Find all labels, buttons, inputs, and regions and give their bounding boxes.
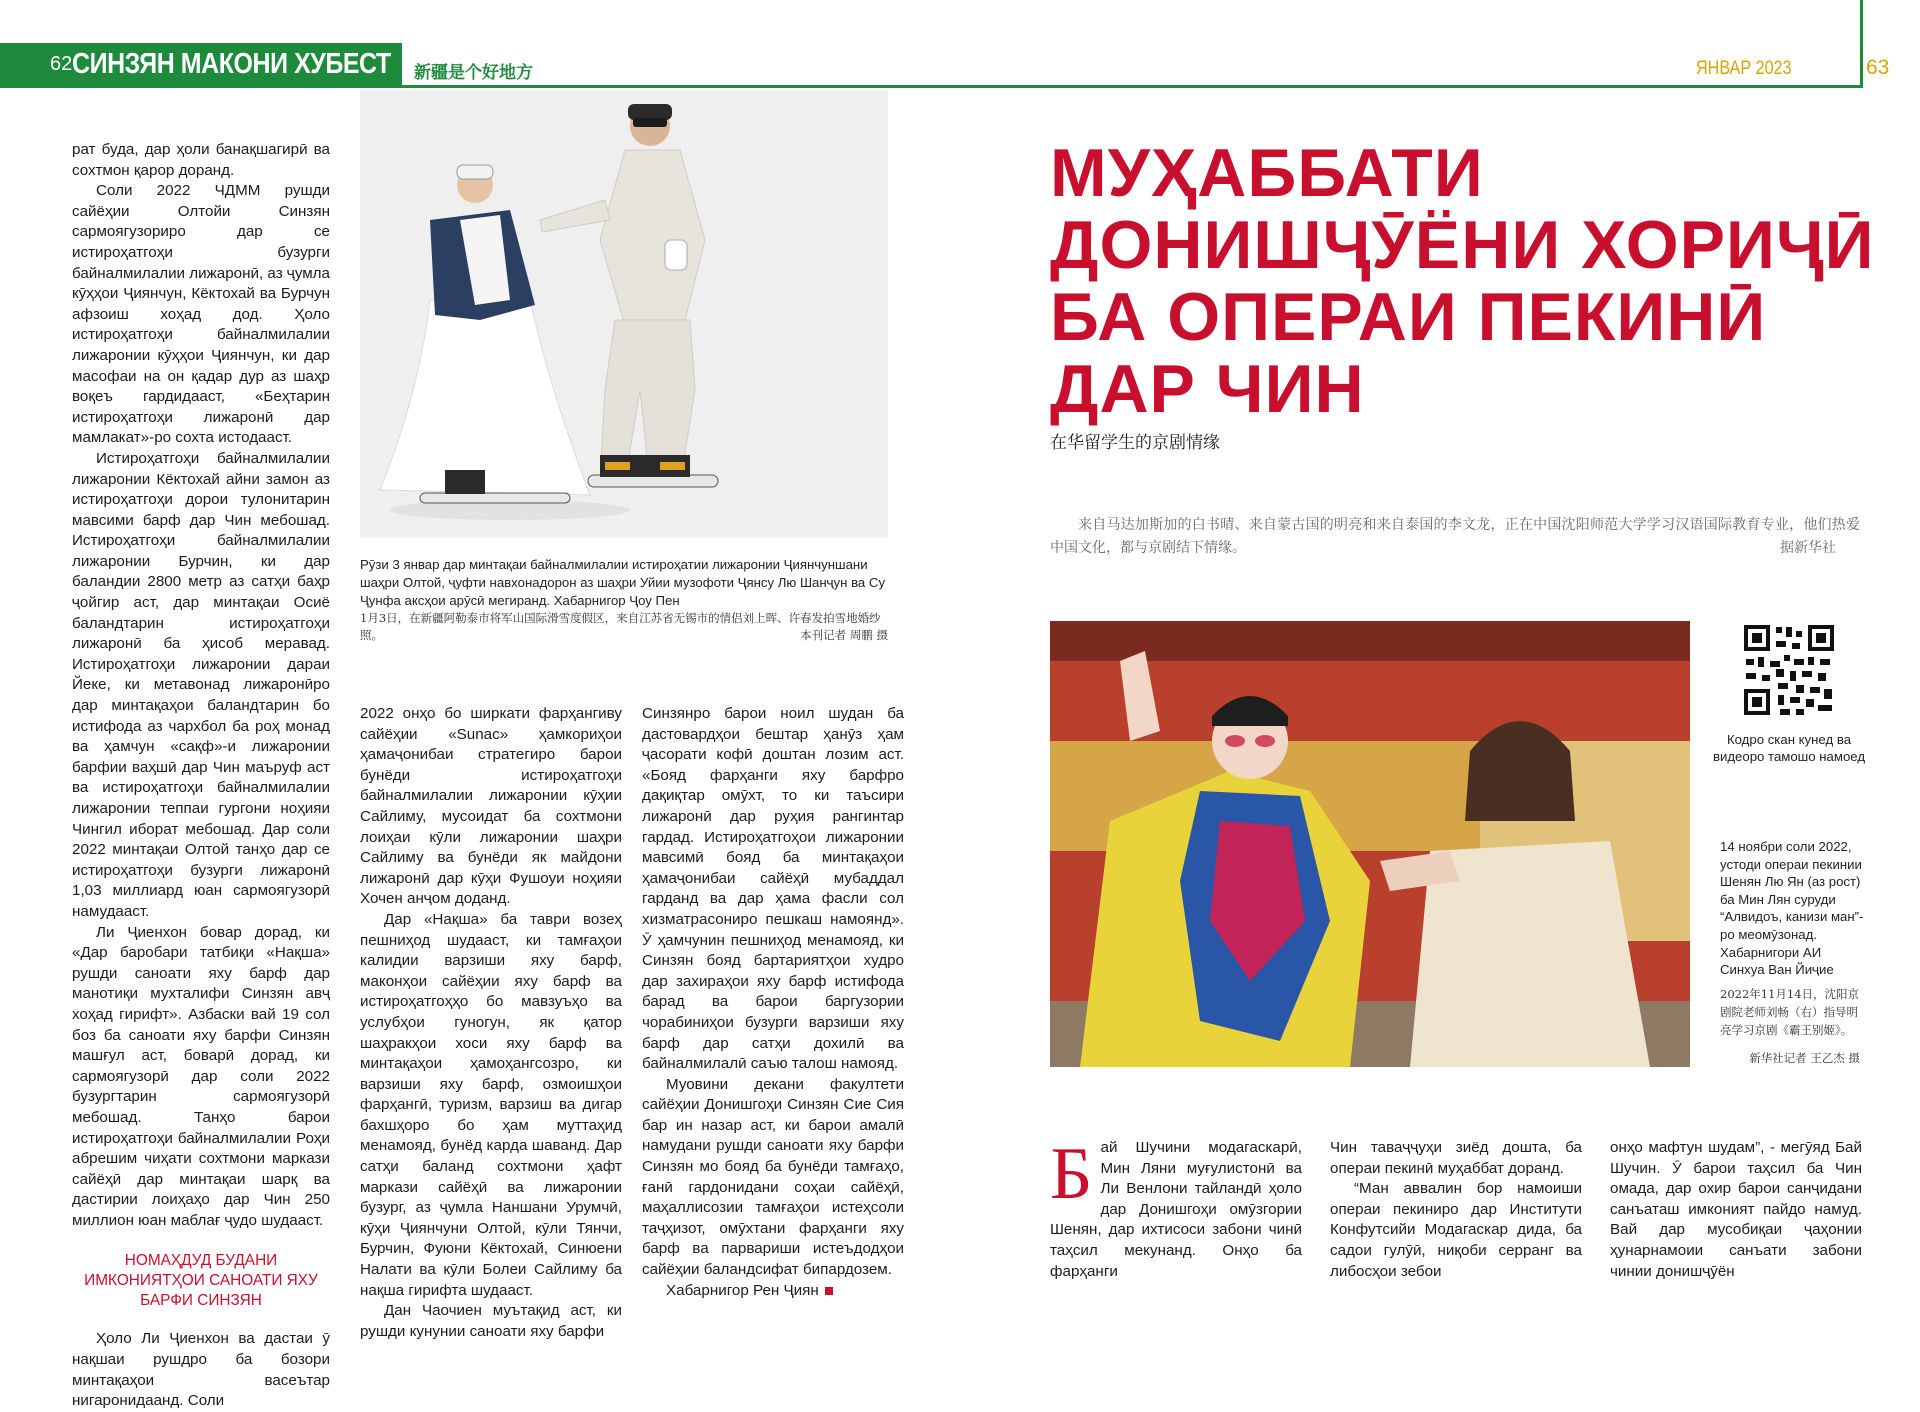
left-article-column-2: [360, 704, 622, 1342]
photo-caption: 14 ноябри соли 2022, устоди операи пекинии Шенян Лю Ян (аз рост) ба Мин Лян суруди “Алвидоъ, канизи ман”-ро меомӯзонад. Хабарнигори АИ Синхуа Ван Йиҷие: [1720, 839, 1864, 978]
photo-caption: Рӯзи 3 январ дар минтақаи байналмилалии истироҳатии лижаронии Ҷиянчуншани шаҳри Олтой, ҷуфти навхонадорон аз шаҳри Уйии музофоти Ҷянсу Лю Шанҷун ва Су Ҷунфа аксҳои арӯсӣ мегиранд. Хабарнигор Ҷоу Пен: [360, 557, 886, 608]
left-page-number: 62: [50, 53, 73, 75]
paragraph: Дар «Нақша» ба таври возеҳ пешниҳод шудааст, ки тамғаҳои калидии варзиши яху барф, маконҳои сайёҳии яху барф ва истироҳатгоҳҳо бо мавзуъҳо ва услубҳои гуногун, як қатор шаҳракҳои хоси яху барф ва минтақаҳои ҳамоҳангсозро, ки варзиши яху барф, озмоишҳои фарҳангӣ, туризм, варзиш ва дигар бахшҳоро бо ҳам муттаҳид менамояд, бунёд карда шаванд. Дар сатҳи баланд сохтмони ҳафт маркази сайёҳӣ ва лижаронии бузург, аз ҷумла Наншани Урумчӣ, кӯҳи Ҷиянчуни Олтой, кӯли Тянчи, Бурчин, Фуюни Кёктохай, Синюени Налати ва кӯли Болеи Сайлиму ба нақша гирифта шудааст.: [360, 910, 622, 1299]
title-line: ДОНИШҶӮЁНИ ХОРИҶӢ: [1050, 207, 1875, 283]
paragraph: Синзянро барои ноил шудан ба дастовардҳои бештар ҳанӯз ҳам ҷасорати кофӣ доштан лозим аст. «Бояд фарҳанги яху барфро дақиқтар омӯхт, то ки таъсири лижаронӣ дар руҳия рангинтар гардад. Истироҳатгоҳои лижаронии мавсимӣ бояд ба минтақаҳои ҳамаҷонибаи сайёҳӣ мубаддал гарданд ва дар ҳама фасли сол хизматрасониро пешкаш намоянд». Ӯ ҳамчунин пешниҳод менамояд, ки Синзян бояд бартариятҳои худро дар захираҳои яху барф истифода барад ва барои баргузории чорабиниҳои бузурги варзиши яху барф дар сатҳи дохилӣ ва байналмилалӣ саъю талош намояд.: [642, 705, 904, 1073]
section-title: СИНЗЯН МАКОНИ ХУБЕСТ: [72, 48, 392, 80]
left-article-column-3: [642, 704, 904, 1301]
right-article-column-2: [1330, 1138, 1582, 1282]
byline-paragraph: [642, 1281, 904, 1302]
right-page-number: 63: [1866, 56, 1890, 79]
paragraph: рат буда, дар ҳоли банақшагирӣ ва сохтмон қарор доранд.: [72, 141, 330, 179]
drop-cap: Б: [1050, 1133, 1093, 1215]
byline: Хабарнигор Рен Ҷиян: [666, 1281, 819, 1299]
article-subheading: НОМАҲДУД БУДАНИ ИМКОНИЯТҲОИ САНОАТИ ЯХУ БАРФИ СИНЗЯН: [84, 1252, 318, 1310]
paragraph: Чин таваҷҷуҳи зиёд дошта, ба операи пекинӣ муҳаббат доранд.: [1330, 1139, 1582, 1177]
issue-date: ЯНВАР 2023: [1696, 58, 1792, 79]
right-article-column-3: [1610, 1138, 1862, 1282]
paragraph: онҳо мафтун шудам”, - мегӯяд Бай Шучин. Ӯ барои таҳсил ба Чин омада, дар охир барои санҷидани санъаташ имконият пайдо намуд. Вай дар мусобиқаи ҷаҳонии ҳунарнамоии санъати забони чинии донишҷӯён: [1610, 1139, 1862, 1280]
article-intro-source: 据新华社: [1780, 540, 1836, 556]
right-article-column-1: [1050, 1133, 1302, 1282]
header-rule: [0, 85, 1862, 88]
article-end-mark: [825, 1287, 833, 1295]
peking-opera-photo: [1050, 621, 1690, 1067]
paragraph: 2022 онҳо бо ширкати фарҳангиву сайёҳии «Sunac» ҳамкориҳои ҳамаҷонибаи стратегиро барои бунёди истироҳатгоҳи байналмилалии лижаронии кӯҳии Сайлиму, мусоидат ба сохтмони лоиҳаи кӯли лижаронии шаҳри Сайлиму ва бунёди як майдони лижаронӣ дар кӯҳи Фушоуи ноҳияи Хочен анҷом доданд.: [360, 705, 622, 908]
article-intro-cn: 来自马达加斯加的白书晴、来自蒙古国的明亮和来自泰国的李文龙，正在中国沈阳师范大学学习汉语国际教育专业，他们热爱中国文化，都与京剧结下情缘。: [1050, 517, 1860, 556]
photo-credit-cn: 新华社记者 王乙杰 摄: [1749, 1051, 1860, 1065]
paragraph: [1050, 1133, 1302, 1282]
photo-caption-cn-text: 1月3日，在新疆阿勒泰市将军山国际滑雪度假区，来自江苏省无锡市的情侣刘上晖、许春发拍雪地婚纱照。: [360, 611, 881, 642]
section-title-cn: 新疆是个好地方: [414, 63, 533, 83]
article-title: [1050, 135, 1875, 427]
header-vertical-rule: [1860, 0, 1863, 88]
paragraph: “Ман аввалин бор намоиши операи пекиниро дар Институти Конфутсийи Модагаскар дида, ба садои гулӯӣ, ниқоби серранг ва либосҳои зебои: [1330, 1180, 1582, 1280]
paragraph: Муовини декани факултети сайёҳии Донишгоҳи Синзян Сие Сия бар ин назар аст, ки барои амалӣ намудани рушди саноати яху барфи Синзян мо бояд ба бунёди тамғаҳо, ғанӣ гардонидани соҳаи сайёҳӣ, маҳаллисозии тамғаҳои истеҳсоли таҷҳизот, омӯхтани фарҳанги яху барф ва парвариши истеъдодҳои сайёҳии баландсифат бипардозем.: [642, 1075, 904, 1279]
title-line: МУҲАББАТИ: [1050, 135, 1484, 211]
photo-caption-cn: [360, 610, 888, 644]
article-subtitle-cn: 在华留学生的京剧情缘: [1050, 433, 1220, 453]
section-header-bar: [0, 43, 402, 86]
qr-code-caption: Кодро скан кунед ва видеоро тамошо намоед: [1712, 732, 1866, 764]
paragraph: Истироҳатгоҳи байналмилалии лижаронии Кёктохай айни замон аз истироҳатгоҳи дорои тулонитарин мавсими барф дар Чин мебошад. Истироҳатгоҳи байналмилалии лижаронии Бурчин, ки дар баландии 2800 метр аз сатҳи баҳр ҷойгир аст, дар минтақаи Осиё баландтарин истироҳатгоҳи лижаронӣ ба ҳисоб меравад. Истироҳатгоҳи лижаронии дараи Йеке, ки метавонад лижаронӣро дар минтақаҳои баландтарин бо истифода аз чархбол ба роҳ монад ва ҳамчун «сақф»-и лижаронии барфии ваҳшӣ дар Чин маъруф аст ва истироҳатгоҳи байналмилалии лижаронии теппаи гургони ноҳияи Чингил иборат мебошад. Дар соли 2022 минтақаи Олтой танҳо дар се истироҳатгоҳи бузурги лижаронӣ 1,03 миллиард юан сармоягузорӣ намудааст.: [72, 449, 330, 920]
paragraph: Ли Ҷиенхон бовар дорад, ки «Дар баробари татбиқи «Нақша» рушди саноати яху барф дар манотиқи мухталифи Синзян авҷ хоҳад гирифт». Азбаски вай 19 сол боз ба саноати яху барфи Синзян машғул аст, боварӣ дорад, ки сармоягузорӣ дар соли 2022 бузургтарин сармоягузорӣ мебошад. Танҳо барои истироҳатгоҳи байналмилалии Роҳи абрешим чиҳати сохтмони маркази сайёҳӣ дар минтақаи шарқ ва дастирии лоиҳаҳо дар Чин 250 миллион юан маблағ ҷудо шудааст.: [72, 923, 330, 1229]
paragraph: Соли 2022 ЧДММ рушди сайёҳии Олтойи Синзян сармоягузориро дар се истироҳатгоҳи бузурги байналмилалии лижаронӣ, аз ҷумла кӯҳҳои Ҷиянчун, Кёктохай ва Бурчун афзоиш хоҳад дод. Ҳоло истироҳатгоҳи байналмилалии лижаронии кӯҳҳои Ҷиянчун, ки дар масофаи на он қадар дур аз шаҳр воқеъ гардидааст, «Беҳтарин истироҳатгоҳи лижаронӣ дар мамлакат»-ро сохта истодааст.: [72, 182, 330, 447]
paragraph: Ҳоло Ли Ҷиенхон ва дастаи ӯ нақшаи рушдро ба бозори минтақаҳои васеътар нигаронидаанд. Соли: [72, 1330, 330, 1410]
title-line: БА ОПЕРАИ ПЕКИНӢ: [1050, 279, 1767, 355]
title-line: ДАР ЧИН: [1050, 351, 1365, 427]
qr-code-icon[interactable]: [1742, 623, 1836, 717]
left-article-column-1: [72, 140, 330, 1412]
paragraph: Дан Чаочиен муътақид аст, ки рушди кунунии саноати яху барфи: [360, 1302, 622, 1340]
photo-credit-cn: 本刊记者 周鹏 摄: [800, 628, 888, 642]
snowboard-couple-photo: [360, 90, 888, 538]
paragraph-text: ай Шучини модагаскарӣ, Мин Ляни муғулистонӣ ва Ли Венлони тайландӣ ҳоло дар Донишгоҳи омӯзгории Шенян, дар ихтисоси забони чинӣ таҳсил мекунанд. Онҳо ба фарҳанги: [1050, 1139, 1302, 1280]
photo-caption-cn: 2022年11月14日，沈阳京剧院老师刘畅（右）指导明亮学习京剧《霸王别姬》。: [1720, 987, 1860, 1037]
